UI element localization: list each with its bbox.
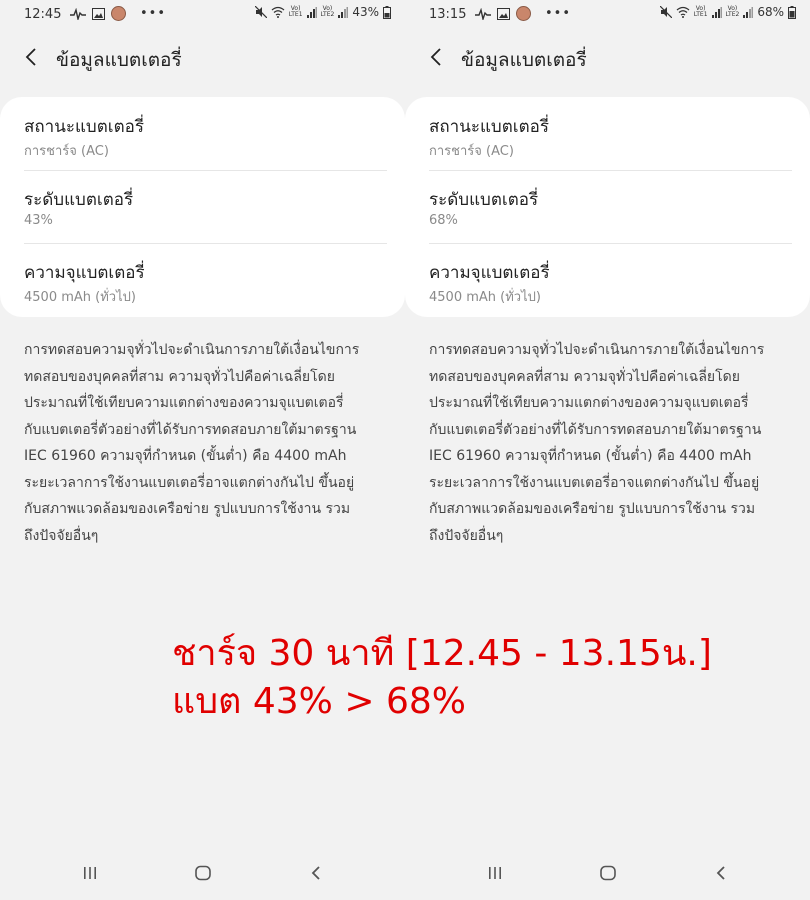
app-bar xyxy=(405,40,810,76)
back-icon[interactable] xyxy=(309,865,323,881)
status-bar xyxy=(405,0,810,30)
row-label: ความจุแบตเตอรี่ xyxy=(429,263,550,283)
row-value: การชาร์จ (AC) xyxy=(429,144,514,159)
row-label: สถานะแบตเตอรี่ xyxy=(24,117,144,137)
navigation-bar xyxy=(0,848,405,900)
status-right-icons xyxy=(255,5,391,19)
signal-icon xyxy=(743,7,753,18)
battery-status-row[interactable] xyxy=(24,97,387,170)
status-time: 12:45 xyxy=(24,7,62,22)
signal-icon xyxy=(307,7,317,18)
description-line: การทดสอบความจุทั่วไปจะดำเนินการภายใต้เงื่อนไขการ xyxy=(429,342,765,358)
description-line: ทดสอบของบุคคลที่สาม ความจุทั่วไปคือค่าเฉลี่ยโดย xyxy=(429,368,740,385)
back-icon[interactable] xyxy=(22,46,42,68)
description-line: กับแบตเตอรี่ตัวอย่างที่ได้รับการทดสอบภายใต้มาตรฐาน xyxy=(24,421,357,438)
pulse-icon xyxy=(70,8,86,20)
description-line: ถึงปัจจัยอื่นๆ xyxy=(429,527,504,544)
battery-capacity-row[interactable] xyxy=(429,243,792,316)
app-bar xyxy=(0,40,405,76)
description-line: กับสภาพแวดล้อมของเครือข่าย รูปแบบการใช้งาน รวม xyxy=(429,501,756,517)
back-icon[interactable] xyxy=(714,865,728,881)
more-icon: ••• xyxy=(545,6,572,21)
charging-annotation xyxy=(172,630,712,726)
description-line: IEC 61960 ความจุที่กำหนด (ขั้นต่ำ) คือ 4400 mAh xyxy=(429,448,752,464)
battery-capacity-row[interactable] xyxy=(24,243,387,316)
home-icon[interactable] xyxy=(194,865,212,881)
lte1-label: Vo) LTE1 xyxy=(288,5,303,18)
description-line: IEC 61960 ความจุที่กำหนด (ขั้นต่ำ) คือ 4400 mAh xyxy=(24,448,347,464)
description-line: ประมาณที่ใช้เทียบความแตกต่างของความจุแบตเตอรี่ xyxy=(24,395,344,411)
annotation-line-1: ชาร์จ 30 นาที [12.45 - 13.15น.] xyxy=(172,633,712,674)
page-title: ข้อมูลแบตเตอรี่ xyxy=(461,49,587,71)
battery-level-row[interactable] xyxy=(24,170,387,243)
recent-apps-icon[interactable] xyxy=(487,865,503,881)
battery-status-row[interactable] xyxy=(429,97,792,170)
description-line: ประมาณที่ใช้เทียบความแตกต่างของความจุแบตเตอรี่ xyxy=(429,395,749,411)
row-value: 4500 mAh (ทั่วไป) xyxy=(24,290,136,305)
battery-info-card xyxy=(405,97,810,317)
status-bar xyxy=(0,0,405,30)
description-line: การทดสอบความจุทั่วไปจะดำเนินการภายใต้เงื่อนไขการ xyxy=(24,342,360,358)
back-icon[interactable] xyxy=(427,46,447,68)
description-line: ถึงปัจจัยอื่นๆ xyxy=(24,527,99,544)
wifi-icon xyxy=(271,6,285,18)
avatar-icon xyxy=(111,6,126,21)
row-label: ระดับแบตเตอรี่ xyxy=(24,190,134,210)
description-line: ระยะเวลาการใช้งานแบตเตอรี่อาจแตกต่างกันไป ขึ้นอยู่ xyxy=(24,474,355,491)
row-label: ความจุแบตเตอรี่ xyxy=(24,263,145,283)
row-value: การชาร์จ (AC) xyxy=(24,144,109,159)
home-icon[interactable] xyxy=(599,865,617,881)
notification-icons xyxy=(475,6,571,21)
mute-icon xyxy=(660,6,672,18)
mute-icon xyxy=(255,6,267,18)
status-right-icons xyxy=(660,5,796,19)
recent-apps-icon[interactable] xyxy=(82,865,98,881)
page-title: ข้อมูลแบตเตอรี่ xyxy=(56,49,182,71)
description-line: ระยะเวลาการใช้งานแบตเตอรี่อาจแตกต่างกันไป ขึ้นอยู่ xyxy=(429,474,760,491)
pulse-icon xyxy=(475,8,491,20)
wifi-icon xyxy=(676,6,690,18)
signal-icon xyxy=(338,7,348,18)
description-line: ทดสอบของบุคคลที่สาม ความจุทั่วไปคือค่าเฉลี่ยโดย xyxy=(24,368,335,385)
capacity-description xyxy=(24,337,384,549)
battery-info-card xyxy=(0,97,405,317)
description-line: กับสภาพแวดล้อมของเครือข่าย รูปแบบการใช้งาน รวม xyxy=(24,501,351,517)
row-value: 43% xyxy=(24,213,53,228)
row-label: ระดับแบตเตอรี่ xyxy=(429,190,539,210)
annotation-line-2: แบต 43% > 68% xyxy=(172,681,466,722)
battery-icon xyxy=(383,6,391,19)
row-value: 68% xyxy=(429,213,458,228)
description-line: กับแบตเตอรี่ตัวอย่างที่ได้รับการทดสอบภายใต้มาตรฐาน xyxy=(429,421,762,438)
more-icon: ••• xyxy=(140,6,167,21)
battery-icon xyxy=(788,6,796,19)
row-label: สถานะแบตเตอรี่ xyxy=(429,117,549,137)
capacity-description xyxy=(429,337,789,549)
gallery-icon xyxy=(92,8,105,20)
phone-screen-right xyxy=(405,0,810,900)
battery-percent: 43% xyxy=(352,5,379,19)
lte2-label: Vo) LTE2 xyxy=(320,5,335,18)
battery-level-row[interactable] xyxy=(429,170,792,243)
notification-icons xyxy=(70,6,166,21)
navigation-bar xyxy=(405,848,810,900)
avatar-icon xyxy=(516,6,531,21)
status-time: 13:15 xyxy=(429,7,467,22)
row-value: 4500 mAh (ทั่วไป) xyxy=(429,290,541,305)
gallery-icon xyxy=(497,8,510,20)
battery-percent: 68% xyxy=(757,5,784,19)
lte1-label: Vo) LTE1 xyxy=(693,5,708,18)
lte2-label: Vo) LTE2 xyxy=(725,5,740,18)
signal-icon xyxy=(712,7,722,18)
